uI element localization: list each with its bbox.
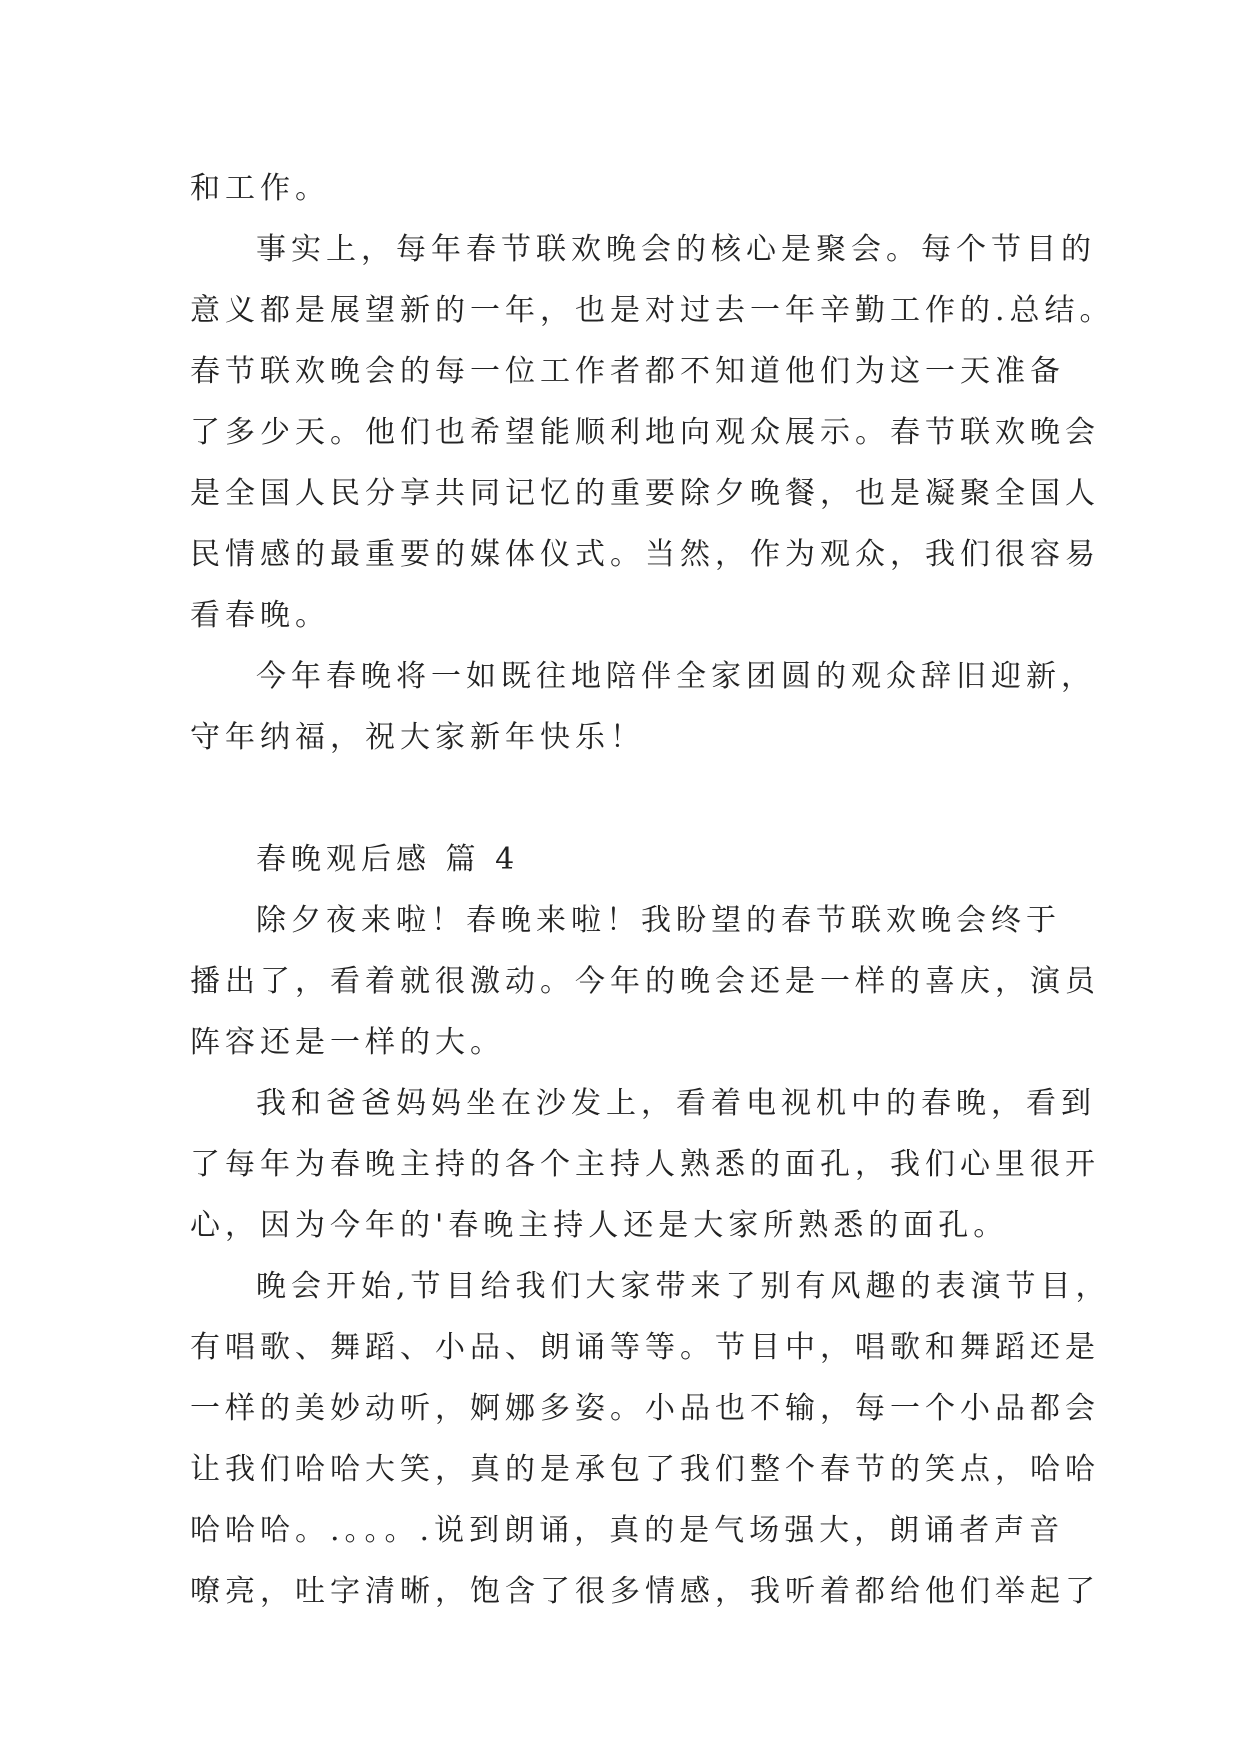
text-line: 阵容还是一样的大。 [190, 1025, 505, 1060]
text-line: 嘹亮，吐字清晰，饱含了很多情感，我听着都给他们举起了 [190, 1574, 1100, 1609]
paragraph-start-line: 晚会开始,节目给我们大家带来了别有风趣的表演节目， [256, 1269, 1111, 1304]
text-line: 意义都是展望新的一年，也是对过去一年辛勤工作的.总结。 [190, 293, 1115, 328]
document-body [190, 158, 1115, 1622]
text-line: 让我们哈哈大笑，真的是承包了我们整个春节的笑点，哈哈 [190, 1452, 1100, 1487]
text-line: 播出了，看着就很激动。今年的晚会还是一样的喜庆，演员 [190, 964, 1100, 999]
text-line: 和工作。 [190, 171, 330, 206]
text-line: 民情感的最重要的媒体仪式。当然，作为观众，我们很容易 [190, 537, 1100, 572]
text-line: 有唱歌、舞蹈、小品、朗诵等等。节目中，唱歌和舞蹈还是 [190, 1330, 1100, 1365]
text-line: 春节联欢晚会的每一位工作者都不知道他们为这一天准备 [190, 354, 1065, 389]
text-line: 了多少天。他们也希望能顺利地向观众展示。春节联欢晚会 [190, 415, 1100, 450]
paragraph-start-line: 今年春晚将一如既往地陪伴全家团圆的观众辞旧迎新， [256, 659, 1096, 694]
paragraph-start-line: 除夕夜来啦！春晚来啦！我盼望的春节联欢晚会终于 [256, 903, 1061, 938]
text-line: 心，因为今年的'春晚主持人还是大家所熟悉的面孔。 [190, 1208, 1009, 1243]
text-line: 是全国人民分享共同记忆的重要除夕晚餐，也是凝聚全国人 [190, 476, 1100, 511]
text-line: 哈哈哈。.。。。.说到朗诵，真的是气场强大，朗诵者声音 [190, 1513, 1065, 1548]
section-heading: 春晚观后感 篇 4 [256, 842, 520, 877]
section-spacer [190, 768, 1070, 829]
paragraph-start-line: 我和爸爸妈妈坐在沙发上，看着电视机中的春晚，看到 [256, 1086, 1096, 1121]
text-line: 看春晚。 [190, 598, 330, 633]
text-line: 一样的美妙动听，婀娜多姿。小品也不输，每一个小品都会 [190, 1391, 1100, 1426]
text-line: 了每年为春晚主持的各个主持人熟悉的面孔，我们心里很开 [190, 1147, 1100, 1182]
paragraph-start-line: 事实上，每年春节联欢晚会的核心是聚会。每个节目的 [256, 232, 1096, 267]
text-line: 守年纳福，祝大家新年快乐！ [190, 720, 645, 755]
